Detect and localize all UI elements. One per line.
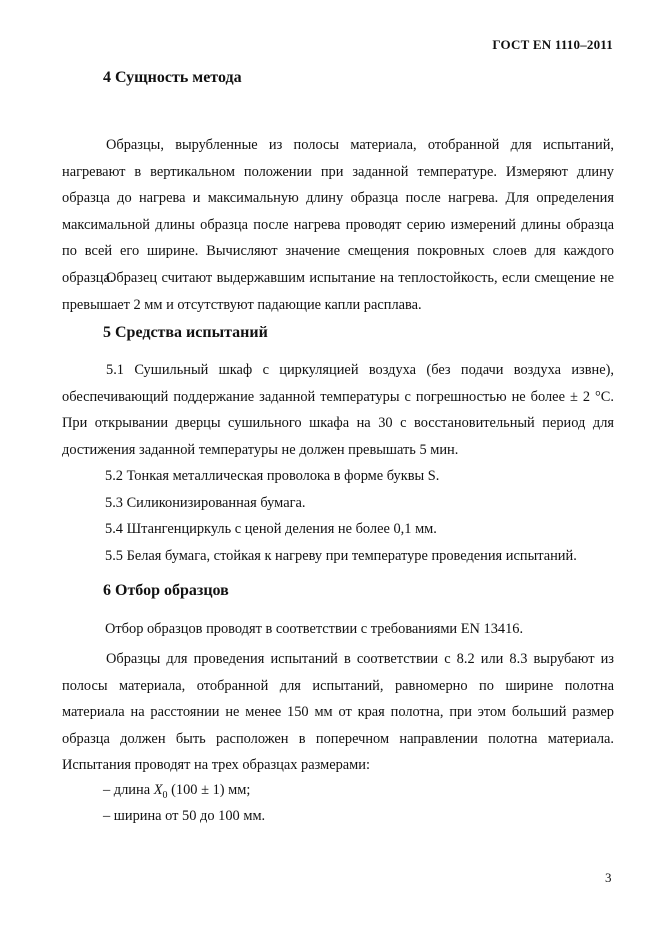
section-5-item-3: 5.3 Силиконизированная бумага. xyxy=(105,495,306,511)
section-5-item-5: 5.5 Белая бумага, стойкая к нагреву при температуре проведения испытаний. xyxy=(105,548,577,564)
section-4-paragraph-1: Образцы, вырубленные из полосы материала, отобранной для испытаний, нагревают в вертикальном положении при заданной температуре. Измеряют длину образца до нагрева и максимальную длину образца после нагрева. Для определения максимальной длины образца после нагрева проводят серию измерений длины образца по всей его ширине. Вычисляют значение смещения покровных слоев для каждого образца. xyxy=(62,137,614,286)
section-6-paragraph-2: Образцы для проведения испытаний в соответствии с 8.2 или 8.3 вырубают из полосы материала, отобранной для испытаний, равномерно по ширине полотна материала на расстоянии не менее 150 мм от края полотна, при этом больший размер образца должен быть расположен в поперечном направлении полотна материала. Испытания проводят на трех образцах размерами: xyxy=(62,651,614,773)
section-5-title: 5 Средства испытаний xyxy=(103,324,268,341)
section-5-item-4: 5.4 Штангенциркуль с ценой деления не более 0,1 мм. xyxy=(105,521,437,537)
page-number: 3 xyxy=(605,870,612,885)
length-variable: X xyxy=(153,782,163,798)
dimension-width-item: – ширина от 50 до 100 мм. xyxy=(103,808,266,824)
section-4-paragraph-2: Образец считают выдержавшим испытание на теплостойкость, если смещение не превышает 2 мм и отсутствуют падающие капли расплава. xyxy=(62,270,614,313)
section-6-paragraph-1: Отбор образцов проводят в соответствии с требованиями EN 13416. xyxy=(105,621,524,637)
section-6-title: 6 Отбор образцов xyxy=(103,582,229,599)
length-prefix: – длина xyxy=(103,782,151,798)
section-5-item-1: 5.1 Сушильный шкаф с циркуляцией воздуха (без подачи воздуха извне), обеспечивающий поддержание заданной температуры с погрешностью не более ± 2 °С. При открывании дверцы сушильного шкафа на 30 с восстановительный период для достижения заданной температуры не должен превышать 5 мин. xyxy=(62,362,614,458)
length-variable-subscript: 0 xyxy=(162,789,168,801)
dimension-length-item xyxy=(103,782,250,801)
document-code-header: ГОСТ EN 1110–2011 xyxy=(492,37,613,52)
section-4-title: 4 Сущность метода xyxy=(103,69,242,86)
section-5-item-2: 5.2 Тонкая металлическая проволока в форме буквы S. xyxy=(105,468,440,484)
length-suffix: (100 ± 1) мм; xyxy=(171,782,251,798)
